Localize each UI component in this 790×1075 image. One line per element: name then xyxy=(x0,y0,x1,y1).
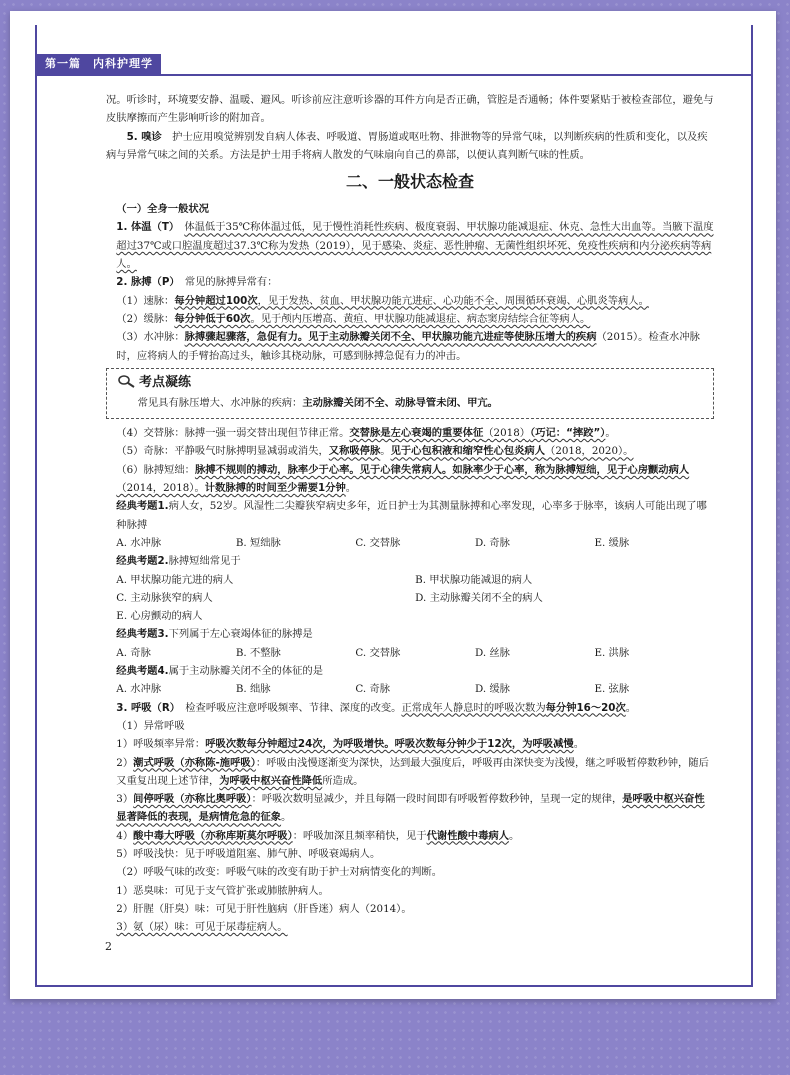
r1-a: 1）呼吸频率异常： xyxy=(116,738,206,751)
q4-option-a[interactable]: A. 水冲脉 xyxy=(116,683,162,696)
q4-option-e[interactable]: E. 弦脉 xyxy=(594,683,630,696)
r3-d: 是呼吸中枢兴奋性显著降低的表现，是病情危急的征象 xyxy=(116,793,705,824)
pulse5-d: 见于心包积液和缩窄性心包炎病人 xyxy=(390,445,546,458)
r3-a: 3） xyxy=(116,793,134,806)
pulse5-c: 。 xyxy=(380,445,391,458)
paragraph-temperature xyxy=(106,218,714,273)
pulse2-b: 每分钟低于60次 xyxy=(174,312,251,325)
magnifier-icon xyxy=(117,374,135,388)
q1-option-e[interactable]: E. 缓脉 xyxy=(594,536,630,549)
q1-text: 病人女，52岁。风湿性二尖瓣狭窄病史多年，近日护士为其测量脉搏和心率发现，心率多于脉率，该病人可能出现了哪种脉搏 xyxy=(116,500,707,531)
pulse-intro: 常见的脉搏异常有： xyxy=(184,276,278,289)
temp-label: 1. 体温（T） xyxy=(116,221,175,234)
q1-label: 经典考题1. xyxy=(116,500,169,513)
q1-options xyxy=(106,534,714,552)
pulse-item-1 xyxy=(106,292,714,310)
pulse4-e: 。 xyxy=(605,427,616,440)
pulse5-b: 又称吸停脉 xyxy=(328,445,381,458)
question-4 xyxy=(106,662,714,680)
pulse-item-6 xyxy=(106,461,714,498)
smell-label: 5. 嗅诊 xyxy=(126,130,162,143)
q4-text: 属于主动脉瓣关闭不全的体征的是 xyxy=(168,665,324,678)
pulse3-b: 脉搏骤起骤落，急促有力。见于主动脉瓣关闭不全、甲状腺功能亢进症等使脉压增大的疾病 xyxy=(184,331,597,344)
q3-option-b[interactable]: B. 不整脉 xyxy=(235,646,281,659)
q4-label: 经典考题4. xyxy=(116,665,169,678)
q2-option-d[interactable]: D. 主动脉瓣关闭不全的病人 xyxy=(415,591,543,604)
pulse1-c: ，见于发热、贫血、甲状腺功能亢进症、心功能不全、周围循环衰竭、心肌炎等病人。 xyxy=(257,294,649,307)
r4-b: 酸中毒大呼吸（亦称库斯莫尔呼吸） xyxy=(133,829,293,842)
key-point-title-text: 考点凝练 xyxy=(139,374,192,390)
q1-option-d[interactable]: D. 奇脉 xyxy=(474,536,510,549)
pulse6-a: （6）脉搏短绌： xyxy=(116,463,195,476)
resp-item-3 xyxy=(106,790,714,827)
pulse-item-5 xyxy=(106,442,714,460)
resp-item-1 xyxy=(106,735,714,753)
r2-e: 所造成。 xyxy=(322,774,364,787)
r4-d: 代谢性酸中毒病人 xyxy=(426,829,509,842)
q3-option-e[interactable]: E. 洪脉 xyxy=(594,646,630,659)
q2-label: 经典考题2. xyxy=(116,555,169,568)
pulse1-b: 每分钟超过100次 xyxy=(174,294,258,307)
pulse3-c: （2015）。检查水冲脉时，应将病人的手臂抬高过头，触诊其桡动脉，可感到脉搏急促有力的冲击。 xyxy=(116,331,700,362)
paragraph-pulse xyxy=(106,273,714,291)
r3-b: 间停呼吸（亦称比奥呼吸） xyxy=(133,793,252,806)
pulse-item-4 xyxy=(106,424,714,442)
pulse5-e: （2018，2020）。 xyxy=(545,445,634,458)
resp-sub-2: （2）呼吸气味的改变：呼吸气味的改变有助于护士对病情变化的判断。 xyxy=(116,866,443,879)
q4-options xyxy=(106,680,714,698)
r2-b: 潮式呼吸（亦称陈-施呼吸） xyxy=(133,756,256,769)
q2-options-row-2 xyxy=(106,589,714,607)
r4-e: 。 xyxy=(509,829,520,842)
smell-item-1: 1）恶臭味：可见于支气管扩张或肺脓肿病人。 xyxy=(116,884,329,897)
page-content xyxy=(106,91,714,936)
pulse4-c: （2018） xyxy=(483,427,531,440)
kd-text-b: 主动脉瓣关闭不全、动脉导管未闭、甲亢。 xyxy=(302,396,498,409)
resp-text-c: 每分钟16～20次 xyxy=(545,701,626,714)
pulse5-a: （5）奇脉：平静吸气时脉搏明显减弱或消失， xyxy=(116,445,329,458)
r3-e: 。 xyxy=(281,811,292,824)
pulse6-d: 计数脉搏的时间至少需要1分钟 xyxy=(204,482,346,495)
q1-option-a[interactable]: A. 水冲脉 xyxy=(116,536,162,549)
r1-b: 呼吸次数每分钟超过24次，为呼吸增快。呼吸次数每分钟少于12次，为呼吸减慢 xyxy=(205,738,574,751)
page-number: 2 xyxy=(105,940,112,953)
resp-item-4 xyxy=(106,827,714,845)
resp-label: 3. 呼吸（R） xyxy=(116,701,175,714)
pulse-label: 2. 脉搏（P） xyxy=(116,276,175,289)
pulse6-c: （2014，2018）。 xyxy=(116,482,205,495)
key-point-box xyxy=(106,368,714,419)
pulse4-a: （4）交替脉：脉搏一强一弱交替出现但节律正常。 xyxy=(116,427,350,440)
q3-option-d[interactable]: D. 丝脉 xyxy=(474,646,510,659)
key-point-title xyxy=(117,372,703,394)
q3-option-c[interactable]: C. 交替脉 xyxy=(355,646,401,659)
smell-item-2: 2）肝腥（肝臭）味：可见于肝性脑病（肝昏迷）病人（2014）。 xyxy=(116,902,412,915)
q2-text: 脉搏短绌常见于 xyxy=(168,555,241,568)
chapter-header xyxy=(37,52,751,78)
q3-options xyxy=(106,644,714,662)
r3-c: ：呼吸次数明显减少，并且每隔一段时间即有呼吸暂停数秒钟，呈现一定的规律， xyxy=(251,793,623,806)
question-1 xyxy=(106,497,714,534)
resp-text-b: 正常成年人静息时的呼吸次数为 xyxy=(401,701,546,714)
resp-item-5: 5）呼吸浅快：见于呼吸道阻塞、肺气肿、呼吸衰竭病人。 xyxy=(116,847,381,860)
resp-sub-1: （1）异常呼吸 xyxy=(116,719,185,732)
r4-c: ：呼吸加深且频率稍快，见于 xyxy=(292,829,427,842)
pulse6-e: 。 xyxy=(345,482,357,495)
paragraph-auscultation: 况。听诊时，环境要安静、温暖、避风。听诊前应注意听诊器的耳件方向是否正确，管腔是否通畅；体件要紧贴于被检查部位，避免与皮肤摩擦而产生影响听诊的附加音。 xyxy=(106,94,714,125)
question-3 xyxy=(106,625,714,643)
key-point-text xyxy=(117,394,703,412)
kd-text-a: 常见具有脉压增大、水冲脉的疾病： xyxy=(137,396,303,409)
q2-option-c[interactable]: C. 主动脉狭窄的病人 xyxy=(116,591,213,604)
q1-option-b[interactable]: B. 短绌脉 xyxy=(235,536,281,549)
pulse6-b: 脉搏不规则的搏动，脉率少于心率。见于心律失常病人。如脉率少于心率，称为脉搏短绌，见于心房颤动病人 xyxy=(194,463,690,476)
resp-text-d: 。 xyxy=(625,701,637,714)
q2-options-row-1 xyxy=(106,571,714,589)
section-title: 二、一般状态检查 xyxy=(345,172,474,192)
q4-option-d[interactable]: D. 缓脉 xyxy=(474,683,510,696)
pulse2-c: 。见于颅内压增高、黄疸、甲状腺功能减退症、病态窦房结综合征等病人。 xyxy=(250,312,591,325)
q3-option-a[interactable]: A. 奇脉 xyxy=(116,646,151,659)
pulse4-d: （巧记：“摔跤”） xyxy=(530,427,606,440)
paragraph-respiration xyxy=(106,699,714,717)
smell-text: 护士应用嗅觉辨别发自病人体表、呼吸道、胃肠道或呕吐物、排泄物等的异常气味，以判断疾病的性质和变化，以及疾病与异常气味之间的关系。方法是护士用手将病人散发的气味扇向自己的鼻部，以便认真判断气味的性质。 xyxy=(106,130,708,161)
document-page xyxy=(10,11,776,999)
resp-text-a: 检查呼吸应注意呼吸频率、节律、深度的改变。 xyxy=(185,701,402,714)
smell-item-3 xyxy=(106,918,714,936)
q3-label: 经典考题3. xyxy=(116,628,169,641)
pulse1-a: （1）速脉： xyxy=(116,294,175,307)
q4-option-c[interactable]: C. 奇脉 xyxy=(355,683,391,696)
q2-options-row-3 xyxy=(106,607,714,625)
r2-d: 为呼吸中枢兴奋性降低 xyxy=(219,774,323,787)
s3-text: 3）氨（尿）味：可见于尿毒症病人。 xyxy=(116,921,288,934)
sub-title: （一）全身一般状况 xyxy=(116,203,209,216)
r2-c: ：呼吸由浅慢逐渐变为深快，达到最大强度后，呼吸再由深快变为浅慢，继之呼吸暂停数秒钟，随后又重复出现上述节律， xyxy=(116,756,709,787)
header-rule xyxy=(37,74,751,76)
pulse2-a: （2）缓脉： xyxy=(116,312,175,325)
resp-item-2 xyxy=(106,754,714,791)
question-2 xyxy=(106,552,714,570)
temp-text: 体温低于35℃称体温过低，见于慢性消耗性疾病、极度衰弱、甲状腺功能减退症、休克、急性大出血等。当腋下温度超过37℃或口腔温度超过37.3℃称为发热（2019），见于感染、炎症、恶性肿瘤、无菌性组织坏死、免疫性疾病和内分泌疾病等病人。 xyxy=(116,221,714,271)
paragraph-smell xyxy=(106,128,714,165)
r2-a: 2） xyxy=(116,756,134,769)
q2-option-a[interactable]: A. 甲状腺功能亢进的病人 xyxy=(116,573,234,586)
q3-text: 下列属于左心衰竭体征的脉搏是 xyxy=(168,628,313,641)
r4-a: 4） xyxy=(116,829,134,842)
q1-option-c[interactable]: C. 交替脉 xyxy=(355,536,401,549)
q2-option-b[interactable]: B. 甲状腺功能减退的病人 xyxy=(415,573,533,586)
chapter-title: 第一篇 内科护理学 xyxy=(37,54,161,74)
q2-option-e[interactable]: E. 心房颤动的病人 xyxy=(116,610,203,623)
r1-c: 。 xyxy=(573,738,584,751)
pulse-item-2 xyxy=(106,310,714,328)
pulse4-b: 交替脉是左心衰竭的重要体征 xyxy=(349,427,484,440)
q4-option-b[interactable]: B. 绌脉 xyxy=(235,683,271,696)
pulse3-a: （3）水冲脉： xyxy=(116,331,185,344)
pulse-item-3 xyxy=(106,328,714,365)
